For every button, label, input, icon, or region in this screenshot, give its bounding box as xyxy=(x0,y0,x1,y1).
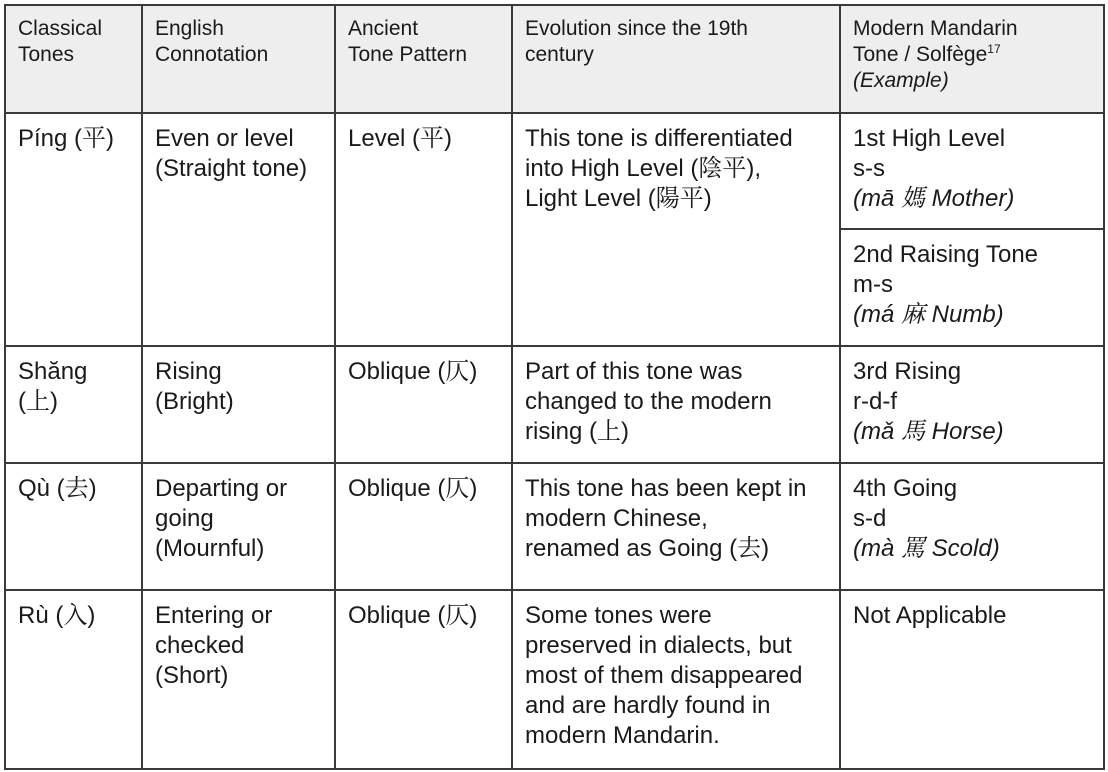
cell-evolution: This tone is differentiated into High Level (陰平), Light Level (陽平) xyxy=(512,113,840,346)
table-row-ping xyxy=(5,113,1104,229)
cell-evolution: This tone has been kept in modern Chinese, renamed as Going (去) xyxy=(512,463,840,590)
cell-classical: Qù (去) xyxy=(5,463,142,590)
cell-modern: 3rd Rising r-d-f (mǎ 馬 Horse) xyxy=(840,346,1104,463)
cell-classical: Rù (入) xyxy=(5,590,142,769)
cell-modern-first-tone: 1st High Level s-s (mā 媽 Mother) xyxy=(840,113,1104,229)
cell-evolution: Part of this tone was changed to the modern rising (上) xyxy=(512,346,840,463)
table-row-ru xyxy=(5,590,1104,769)
cell-english: Even or level (Straight tone) xyxy=(142,113,335,346)
cell-ancient: Oblique (仄) xyxy=(335,463,512,590)
table-row-shang xyxy=(5,346,1104,463)
cell-ancient: Oblique (仄) xyxy=(335,346,512,463)
cell-english: Departing or going (Mournful) xyxy=(142,463,335,590)
cell-english: Entering or checked (Short) xyxy=(142,590,335,769)
header-evolution: Evolution since the 19th century xyxy=(512,5,840,113)
tones-table xyxy=(4,4,1105,770)
cell-modern: Not Applicable xyxy=(840,590,1104,769)
cell-modern: 4th Going s-d (mà 罵 Scold) xyxy=(840,463,1104,590)
header-ancient-tone-pattern: Ancient Tone Pattern xyxy=(335,5,512,113)
cell-english: Rising (Bright) xyxy=(142,346,335,463)
cell-classical: Píng (平) xyxy=(5,113,142,346)
cell-evolution: Some tones were preserved in dialects, but most of them disappeared and are hardly found in modern Mandarin. xyxy=(512,590,840,769)
footnote-marker: 17 xyxy=(987,42,1001,56)
header-modern-mandarin: Modern Mandarin Tone / Solfège$^{17}$ (Example) xyxy=(840,5,1104,113)
table-row-qu xyxy=(5,463,1104,590)
cell-classical: Shăng (上) xyxy=(5,346,142,463)
cell-ancient: Oblique (仄) xyxy=(335,590,512,769)
header-row xyxy=(5,5,1104,113)
header-english-connotation: English Connotation xyxy=(142,5,335,113)
header-classical-tones: Classical Tones xyxy=(5,5,142,113)
cell-ancient: Level (平) xyxy=(335,113,512,346)
cell-modern-second-tone: 2nd Raising Tone m-s (má 麻 Numb) xyxy=(840,229,1104,346)
